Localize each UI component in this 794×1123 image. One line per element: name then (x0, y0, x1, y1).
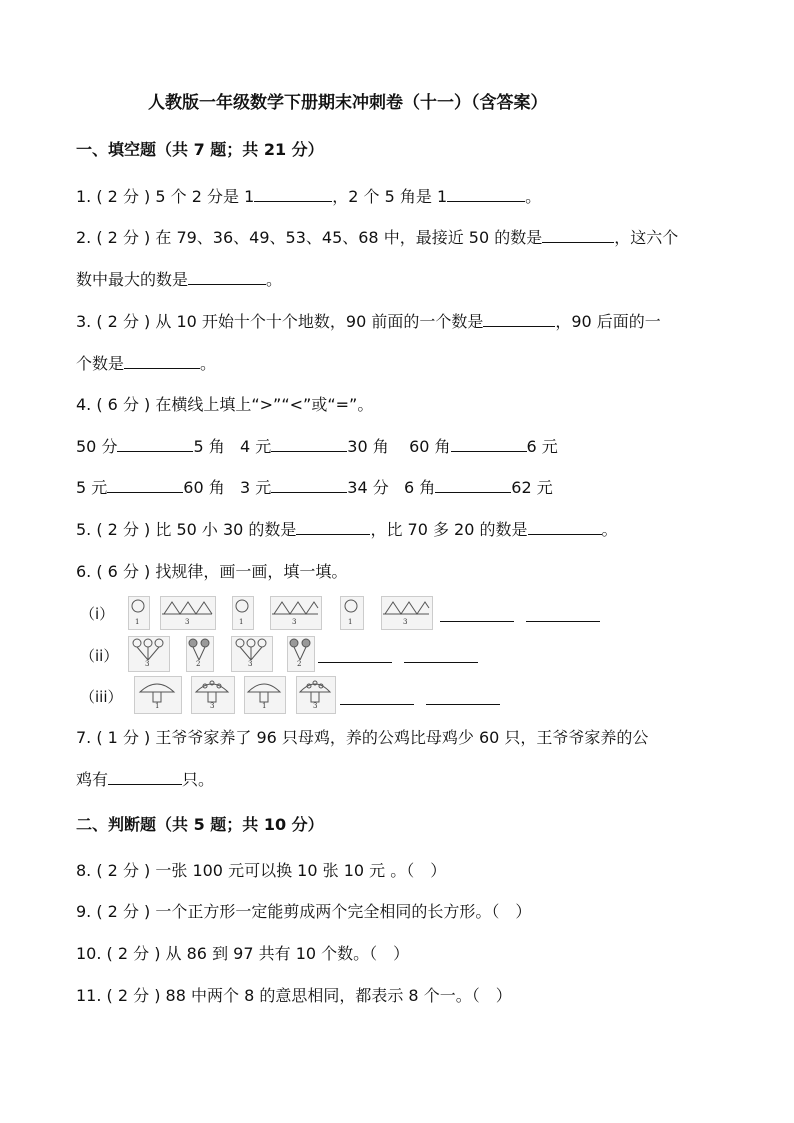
figure-number: 3 (403, 618, 408, 626)
question-7-cont (76, 770, 214, 790)
figure-number: 3 (313, 702, 318, 710)
answer-blank[interactable] (440, 621, 514, 622)
answer-blank[interactable] (117, 437, 193, 452)
question-9: 9. ( 2 分 ) 一个正方形一定能剪成两个完全相同的长方形。（ ） (76, 902, 532, 921)
answer-blank[interactable] (447, 187, 525, 202)
compare-item: 6 元 (526, 437, 558, 456)
compare-item: 5 角 (193, 437, 225, 456)
figure-number: 3 (210, 702, 215, 710)
compare-item: 62 元 (511, 478, 553, 497)
question-1-text: 。 (525, 187, 542, 206)
question-1-text: 1. ( 2 分 ) 5 个 2 分是 1 (76, 187, 255, 206)
question-1 (76, 187, 541, 207)
question-4: 4. ( 6 分 ) 在横线上填上“>”“<”或“=”。 (76, 395, 374, 414)
compare-item: 34 分 (347, 478, 389, 497)
answer-blank[interactable] (124, 354, 200, 369)
question-2-text: 。 (266, 270, 283, 289)
answer-blank[interactable] (542, 228, 614, 243)
figure-number: 3 (185, 618, 190, 626)
compare-item: 60 角 (409, 437, 451, 456)
pattern-label-iii: （iii） (80, 688, 123, 706)
figure-number: 1 (135, 618, 140, 626)
question-5-text: 5. ( 2 分 ) 比 50 小 30 的数是 (76, 520, 297, 539)
question-4-row-1 (76, 437, 558, 457)
page-title: 人教版一年级数学下册期末冲刺卷（十一）（含答案） (148, 93, 548, 113)
figure-number: 2 (196, 660, 201, 668)
answer-blank[interactable] (404, 662, 478, 663)
question-3-text: ，90 后面的一 (555, 312, 661, 331)
answer-blank[interactable] (451, 437, 527, 452)
compare-item: 30 角 (347, 437, 389, 456)
question-11: 11. ( 2 分 ) 88 中两个 8 的意思相同，都表示 8 个一。（ ） (76, 986, 512, 1005)
answer-blank[interactable] (318, 662, 392, 663)
compare-item: 50 分 (76, 437, 118, 456)
question-6: 6. ( 6 分 ) 找规律，画一画，填一填。 (76, 562, 348, 581)
answer-blank[interactable] (254, 187, 332, 202)
figure-number: 3 (145, 660, 150, 668)
answer-blank[interactable] (483, 312, 555, 327)
question-7-text: 只。 (182, 770, 215, 789)
figure-number: 3 (292, 618, 297, 626)
question-7: 7. ( 1 分 ) 王爷爷家养了 96 只母鸡，养的公鸡比母鸡少 60 只，王爷爷家养的公 (76, 728, 649, 747)
answer-blank[interactable] (107, 478, 183, 493)
question-7-text: 鸡有 (76, 770, 109, 789)
figure-number: 2 (297, 660, 302, 668)
question-10: 10. ( 2 分 ) 从 86 到 97 共有 10 个数。（ ） (76, 944, 410, 963)
answer-blank[interactable] (296, 520, 370, 535)
question-2-text: 2. ( 2 分 ) 在 79、36、49、53、45、68 中，最接近 50 的数是 (76, 228, 543, 247)
question-2-text: 数中最大的数是 (76, 270, 189, 289)
compare-item: 4 元 (240, 437, 272, 456)
compare-item: 6 角 (404, 478, 436, 497)
question-2-text: ，这六个 (614, 228, 679, 247)
answer-blank[interactable] (108, 770, 182, 785)
answer-blank[interactable] (188, 270, 266, 285)
compare-item: 3 元 (240, 478, 272, 497)
question-4-row-2 (76, 478, 553, 498)
question-8: 8. ( 2 分 ) 一张 100 元可以换 10 张 10 元 。（ ） (76, 861, 447, 880)
compare-item: 60 角 (183, 478, 225, 497)
compare-item: 5 元 (76, 478, 108, 497)
answer-blank[interactable] (271, 437, 347, 452)
question-3 (76, 312, 661, 332)
section-heading-judgment: 二、判断题（共 5 题；共 10 分） (76, 815, 324, 834)
figure-number: 1 (348, 618, 353, 626)
question-3-text: 。 (200, 354, 217, 373)
question-3-cont (76, 354, 216, 374)
answer-blank[interactable] (528, 520, 602, 535)
question-2 (76, 228, 678, 248)
question-2-cont (76, 270, 282, 290)
question-3-text: 个数是 (76, 354, 125, 373)
answer-blank[interactable] (426, 704, 500, 705)
answer-blank[interactable] (271, 478, 347, 493)
question-1-text: ，2 个 5 角是 1 (332, 187, 448, 206)
figure-number: 1 (155, 702, 160, 710)
pattern-label-i: （i） (80, 605, 115, 623)
pattern-label-ii: （ii） (80, 647, 119, 665)
question-5 (76, 520, 618, 540)
question-5-text: 。 (601, 520, 618, 539)
answer-blank[interactable] (526, 621, 600, 622)
figure-number: 1 (262, 702, 267, 710)
answer-blank[interactable] (340, 704, 414, 705)
answer-blank[interactable] (435, 478, 511, 493)
figure-number: 1 (239, 618, 244, 626)
question-5-text: ，比 70 多 20 的数是 (370, 520, 528, 539)
section-heading-fill-blank: 一、填空题（共 7 题；共 21 分） (76, 140, 324, 159)
question-3-text: 3. ( 2 分 ) 从 10 开始十个十个地数，90 前面的一个数是 (76, 312, 484, 331)
figure-number: 3 (248, 660, 253, 668)
